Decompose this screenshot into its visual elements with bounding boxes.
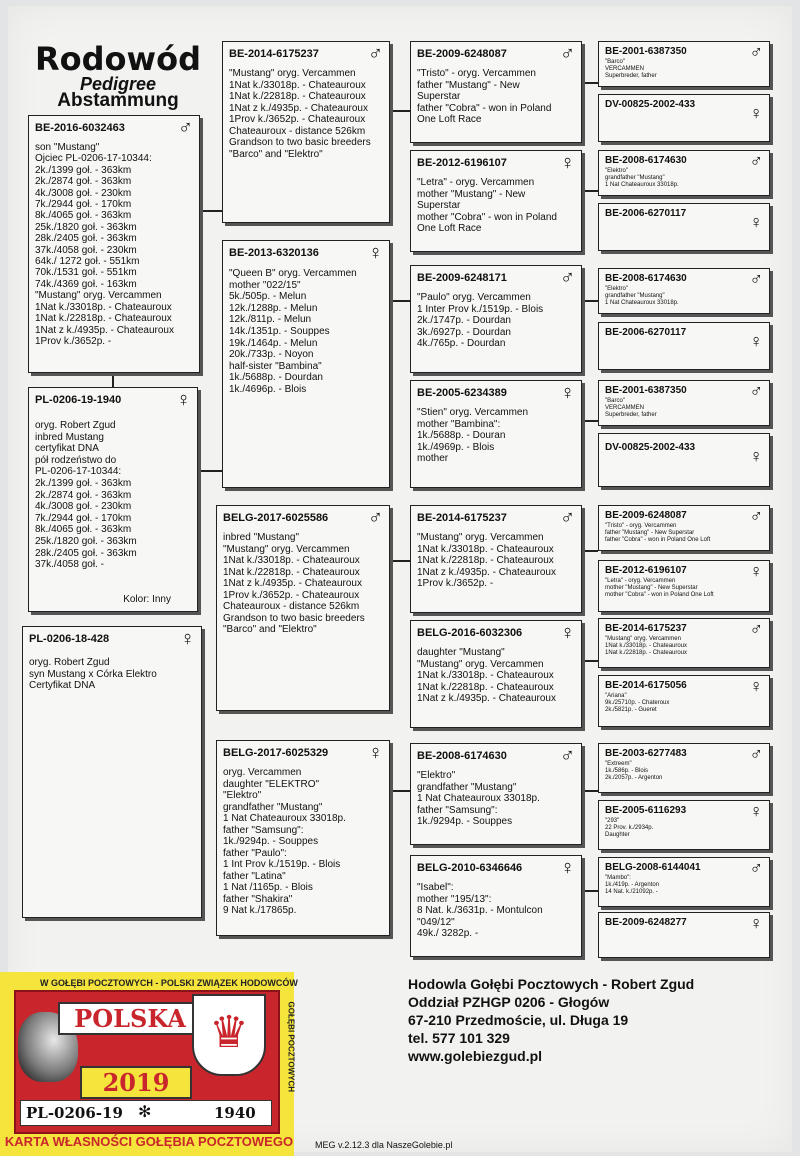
- connector: [580, 790, 598, 792]
- ring-number: BELG-2017-6025586: [223, 512, 329, 524]
- ring-number: BE-2014-6175056: [605, 680, 687, 691]
- gen2-box: [410, 380, 582, 488]
- ring-number: BE-2009-6248171: [417, 272, 507, 284]
- male-icon: ♂: [560, 745, 575, 767]
- connector: [198, 210, 222, 212]
- connector: [388, 560, 410, 562]
- ring-number: PL-0206-18-428: [29, 633, 110, 645]
- gen3-box: [598, 150, 770, 196]
- gen3-box: [598, 268, 770, 314]
- subject-pigeon-box: [28, 115, 200, 373]
- card-year: 2019: [80, 1066, 192, 1099]
- breeder-website[interactable]: www.golebiezgud.pl: [408, 1048, 543, 1064]
- pigeon-description: inbred "Mustang" "Mustang" oryg. Vercammen 1Nat k./33018p. - Chateauroux 1Nat k./22818p. - Chateauroux 1Nat z k./4935p. - Chateauroux 1Prov k./3652p. - Chateauroux Chateauroux - distance 526km Grandson to two basic breeders "Barco" and "Elektro": [223, 532, 365, 635]
- gen3-box: [598, 203, 770, 251]
- pigeon-description: oryg. Vercammen daughter "ELEKTRO" "Elektro" grandfather "Mustang" 1 Nat Chateauroux 33018p. father "Samsung": 1k./9294p. - Souppes father "Paulo": 1 Int Prov k./1519p. - Blois father "Latina" 1 Nat /1165p. - Blois father "Shakira" 9 Nat k./17865p.: [223, 767, 346, 916]
- breeder-info: [408, 975, 694, 1065]
- gen3-box: [598, 94, 770, 142]
- ring-number: BE-2012-6196107: [605, 565, 687, 576]
- ring-number: BELG-2017-6025329: [223, 747, 329, 759]
- connector: [388, 790, 410, 792]
- female-icon: ♀: [180, 628, 195, 650]
- pigeon-description: "Isabel": mother "195/13": 8 Nat. k./3631p. - Montulcon "049/12" 49k./ 3282p. -: [417, 882, 543, 939]
- dam-pigeon-box: [28, 387, 198, 612]
- card-country: POLSKA: [58, 1002, 202, 1035]
- male-icon: ♂: [749, 381, 763, 401]
- pigeon-description: "Elektro" grandfather "Mustang" 1 Nat Chateauroux 33018p.: [605, 168, 679, 188]
- breeder-branch: Oddział PZHGP 0206 - Głogów: [408, 994, 610, 1010]
- connector: [580, 190, 598, 192]
- gen3-box: [598, 800, 770, 850]
- gen3-box: [598, 505, 770, 551]
- gen2-box: [410, 265, 582, 373]
- ring-number: DV-00825-2002-433: [605, 442, 696, 453]
- ring-number: BE-2008-6174630: [417, 750, 507, 762]
- pigeon-description: oryg. Robert Zgud inbred Mustang certyfikat DNA pół rodzeństwo do PL-0206-17-10344: 2k./1399 goł. - 363km 2k./2874 goł. - 363km 4k./3008 goł. - 230km 7k./2944 goł. - 170km 8k./4065 goł. - 363km 25k./1820 goł. - 363km 28k./2405 goł. - 363km 37k./4058 goł. -: [35, 420, 137, 571]
- card-ring-number: 1940: [214, 1104, 256, 1122]
- male-icon: ♂: [749, 42, 763, 62]
- pigeon-description: son "Mustang" Ojciec PL-0206-17-10344: 2k./1399 goł. - 363km 2k./2874 goł. - 363km 4k./3008 goł. - 230km 7k./2944 goł. - 170km 8k./4065 goł. - 363km 25k./1820 goł. - 363km 28k./2405 goł. - 363km 37k./4058 goł. - 230km 64k./ 1272 goł. - 551km 70k./1531 goł. - 551km 74k./4369 goł. - 163km "Mustang" oryg. Vercammen 1Nat k./33018p. - Chateauroux 1Nat k./22818p. - Chateauroux 1Nat z k./4935p. - Chateauroux 1Prov k./3652p. -: [35, 142, 174, 347]
- connector: [580, 420, 598, 422]
- ring-number: BE-2014-6175237: [229, 48, 319, 60]
- female-icon: ♀: [749, 913, 763, 933]
- female-icon: ♀: [560, 622, 575, 644]
- male-icon: ♂: [560, 507, 575, 529]
- male-icon: ♂: [368, 507, 383, 529]
- male-icon: ♂: [749, 858, 763, 878]
- male-icon: ♂: [560, 267, 575, 289]
- ring-number: BELG-2016-6032306: [417, 627, 523, 639]
- pigeon-description: "Elektro" grandfather "Mustang" 1 Nat Chateauroux 33018p.: [605, 286, 679, 306]
- male-icon: ♂: [560, 43, 575, 65]
- ring-number: BE-2005-6234389: [417, 387, 507, 399]
- connector: [580, 890, 598, 892]
- female-icon: ♀: [368, 242, 383, 264]
- ring-number: BE-2006-6270117: [605, 327, 687, 338]
- gen3-box: [598, 560, 770, 612]
- ring-number: BE-2013-6320136: [229, 247, 319, 259]
- female-icon: ♀: [749, 801, 763, 821]
- male-icon: ♂: [749, 269, 763, 289]
- pigeon-description: "293" 22 Prov. k./2934p. Daughter: [605, 818, 654, 838]
- gen2-box: [410, 855, 582, 957]
- female-icon: ♀: [749, 212, 763, 232]
- ring-number: BE-2009-6248087: [417, 48, 507, 60]
- sire-box: [222, 41, 390, 223]
- ring-number: DV-00825-2002-433: [605, 99, 696, 110]
- pigeon-description: "Tristo" - oryg. Vercammen father "Mustang" - New Superstar father "Cobra" - won in Poland One Loft Race: [417, 68, 552, 125]
- gen2-box: [410, 41, 582, 143]
- male-icon: ♂: [749, 506, 763, 526]
- pigeon-description: "Barco" VERCAMMEN Superbreder, father: [605, 59, 657, 79]
- gen3-box: [598, 618, 770, 668]
- connector: [580, 550, 598, 552]
- breeder-name: Hodowla Gołębi Pocztowych - Robert Zgud: [408, 976, 695, 992]
- pigeon-description: daughter "Mustang" "Mustang" oryg. Vercammen 1Nat k./33018p. - Chateauroux 1Nat k./22818p. - Chateauroux 1Nat z k./4935p. - Chateauroux: [417, 647, 556, 704]
- breeder-address: 67-210 Przedmoście, ul. Długa 19: [408, 1012, 629, 1028]
- gen2-box: [410, 505, 582, 613]
- pigeon-description: "Queen B" oryg. Vercammen mother "022/15" 5k./505p. - Melun 12k./1288p. - Melun 12k./811p. - Melun 14k./1351p. - Souppes 19k./1464p. - Melun 20k./733p. - Noyon half-sister "Bambina" 1k./5688p. - Dourdan 1k./4696p. - Blois: [229, 268, 357, 395]
- connector: [388, 110, 410, 112]
- sire-of-dam-box: [216, 505, 390, 711]
- male-icon: ♂: [749, 744, 763, 764]
- connector: [580, 300, 598, 302]
- pigeon-description: "Mustang" oryg. Vercammen 1Nat k./33018p. - Chateauroux 1Nat k./22818p. - Chateauroux: [605, 636, 688, 656]
- breeder-phone: tel. 577 101 329: [408, 1030, 510, 1046]
- gen3-box: [598, 380, 770, 426]
- second-pigeon-box: [22, 626, 202, 918]
- pigeon-color: Kolor: Inny: [123, 594, 171, 605]
- gen3-box: [598, 675, 770, 727]
- gen3-box: [598, 433, 770, 487]
- ring-number: BE-2008-6174630: [605, 155, 687, 166]
- female-icon: ♀: [560, 382, 575, 404]
- gen3-box: [598, 912, 770, 958]
- snowflake-icon: ✻: [138, 1104, 152, 1121]
- card-right-text: GOŁĘBI POCZTOWYCH: [286, 1001, 296, 1093]
- ring-number: BE-2009-6248277: [605, 917, 687, 928]
- ring-number: BE-2009-6248087: [605, 510, 687, 521]
- male-icon: ♂: [178, 117, 193, 139]
- female-icon: ♀: [368, 742, 383, 764]
- male-icon: ♂: [368, 43, 383, 65]
- connector: [112, 372, 114, 388]
- subtitle-en: Pedigree: [79, 74, 157, 94]
- ring-number: BE-2003-6277483: [605, 748, 687, 759]
- pigeon-description: oryg. Robert Zgud syn Mustang x Córka Elektro Certyfikat DNA: [29, 657, 157, 691]
- software-credit: MEG v.2.12.3 dla NaszeGolebie.pl: [315, 1140, 453, 1150]
- pigeon-description: "Ariana" 9k./25710p. - Chateroux 2k./5821p. - Gueret: [605, 693, 670, 713]
- ring-number: BE-2005-6116293: [605, 805, 687, 816]
- female-icon: ♀: [560, 152, 575, 174]
- pigeon-description: "Mustang" oryg. Vercammen 1Nat k./33018p. - Chateauroux 1Nat k./22818p. - Chateauroux 1Nat z k./4935p. - Chateauroux 1Prov k./3652p. - Chateauroux Chateauroux - distance 526km Grandson to two basic breeders "Barco" and "Elektro": [229, 68, 371, 160]
- gen2-box: [410, 150, 582, 252]
- female-icon: ♀: [749, 561, 763, 581]
- gen3-box: [598, 857, 770, 907]
- ring-number: BELG-2008-6144041: [605, 862, 701, 873]
- ring-number: BE-2012-6196107: [417, 157, 507, 169]
- gen2-box: [410, 743, 582, 845]
- female-icon: ♀: [749, 331, 763, 351]
- pigeon-description: "Mambo": 1k./419p. - Argenton 14 Nat. k./21092p. -: [605, 875, 660, 895]
- page-title: Rodowód: [35, 40, 201, 78]
- ring-number: BE-2008-6174630: [605, 273, 687, 284]
- female-icon: ♀: [749, 446, 763, 466]
- connector: [198, 470, 222, 472]
- pigeon-description: "Extreem" 1k./586p. - Blois 2k./2057p. - Argenton: [605, 761, 663, 781]
- dam-of-sire-box: [222, 240, 390, 488]
- female-icon: ♀: [560, 857, 575, 879]
- card-top-text: W GOŁĘBI POCZTOWYCH - POLSKI ZWIĄZEK HODOWCÓW: [40, 978, 298, 988]
- male-icon: ♂: [749, 151, 763, 171]
- ring-number: BE-2016-6032463: [35, 122, 125, 134]
- pigeon-description: "Mustang" oryg. Vercammen 1Nat k./33018p. - Chateauroux 1Nat k./22818p. - Chateauroux 1Nat z k./4935p. - Chateauroux 1Prov k./3652p. -: [417, 532, 556, 589]
- ownership-card: [0, 972, 298, 1156]
- dam-of-dam-box: [216, 740, 390, 936]
- male-icon: ♂: [749, 619, 763, 639]
- ring-number: BELG-2010-6346646: [417, 862, 523, 874]
- gen2-box: [410, 620, 582, 728]
- gen3-box: [598, 743, 770, 793]
- gen3-box: [598, 322, 770, 370]
- eagle-emblem-icon: ♛: [192, 994, 266, 1076]
- subtitle-de: Abstammung: [57, 90, 179, 111]
- pigeon-description: "Letra" - oryg. Vercammen mother "Mustang" - New Superstar mother "Cobra" - won in Poland One Loft: [605, 578, 714, 598]
- connector: [580, 82, 598, 84]
- pigeon-description: "Letra" - oryg. Vercammen mother "Mustang" - New Superstar mother "Cobra" - won in Poland One Loft Race: [417, 177, 557, 234]
- ring-number: BE-2014-6175237: [605, 623, 687, 634]
- ring-number: BE-2014-6175237: [417, 512, 507, 524]
- card-ring-prefix: PL-0206-19: [26, 1104, 123, 1122]
- ring-number: PL-0206-19-1940: [35, 394, 122, 406]
- card-bottom-text: KARTA WŁASNOŚCI GOŁĘBIA POCZTOWEGO: [4, 1134, 294, 1149]
- female-icon: ♀: [749, 103, 763, 123]
- female-icon: ♀: [749, 676, 763, 696]
- pigeon-description: "Barco" VERCAMMEN Superbreder, father: [605, 398, 657, 418]
- pigeon-description: "Paulo" oryg. Vercammen 1 Inter Prov k./1519p. - Blois 2k./1747p. - Dourdan 3k./6927p. - Dourdan 4k./765p. - Dourdan: [417, 292, 544, 349]
- ring-number: BE-2006-6270117: [605, 208, 687, 219]
- connector: [580, 660, 598, 662]
- connector: [388, 300, 410, 302]
- pigeon-description: "Elektro" grandfather "Mustang" 1 Nat Chateauroux 33018p. father "Samsung": 1k./9294p. - Souppes: [417, 770, 540, 827]
- gen3-box: [598, 41, 770, 87]
- pigeon-description: "Stien" oryg. Vercammen mother "Bambina": 1k./5688p. - Douran 1k./4969p. - Blois mother: [417, 407, 529, 464]
- female-icon: ♀: [176, 389, 191, 411]
- ring-number: BE-2001-6387350: [605, 385, 687, 396]
- ring-number: BE-2001-6387350: [605, 46, 687, 57]
- pigeon-description: "Tristo" - oryg. Vercammen father "Mustang" - New Superstar father "Cobra" - won in Poland One Loft: [605, 523, 711, 543]
